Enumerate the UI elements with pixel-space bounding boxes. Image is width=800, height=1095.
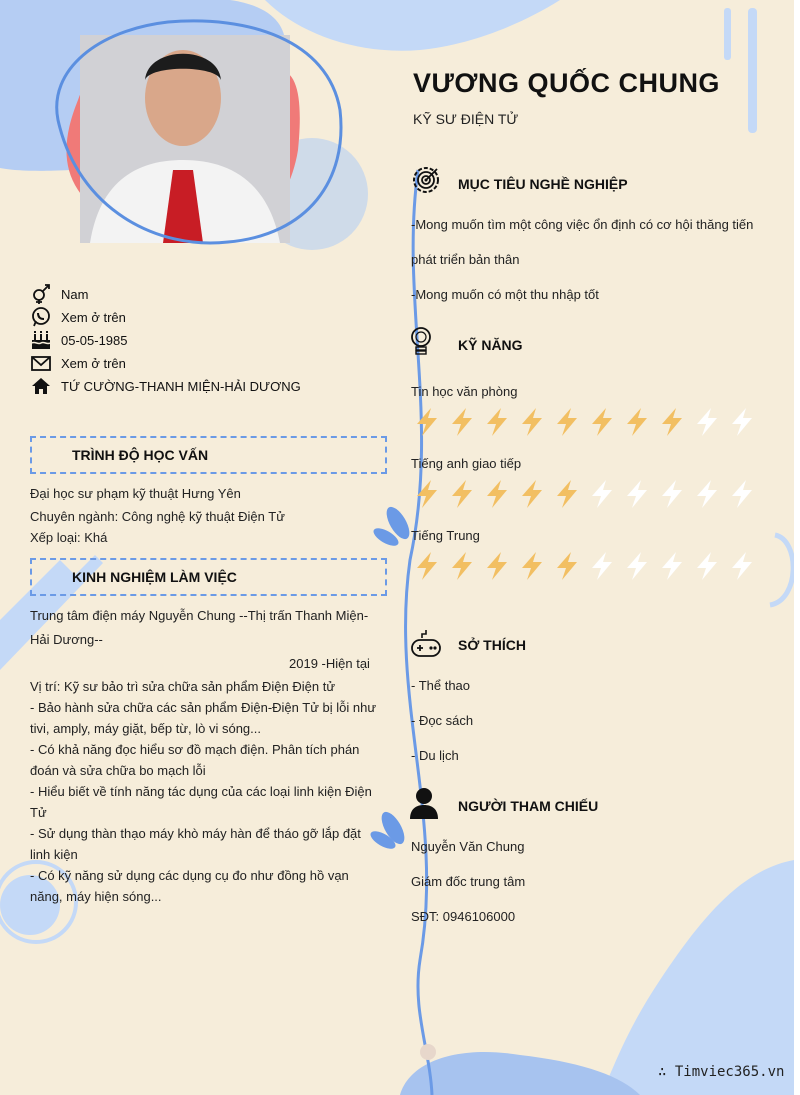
reference-line: Nguyễn Văn Chung (411, 839, 525, 854)
references-heading: NGƯỜI THAM CHIẾU (458, 798, 599, 814)
watermark: ∴ Timviec365.vn (658, 1064, 785, 1080)
experience-period: 2019 -Hiện tại (289, 656, 370, 671)
contact-birthday (30, 329, 128, 351)
bolt-filled-icon (551, 478, 583, 510)
experience-heading: KINH NGHIỆM LÀM VIỆC (72, 569, 237, 585)
bolt-filled-icon (411, 406, 443, 438)
hobby-item: - Đọc sách (411, 713, 474, 728)
hobbies-heading: SỞ THÍCH (458, 637, 526, 653)
contact-birthday-text: 05-05-1985 (61, 332, 128, 348)
education-line: Đại học sư phạm kỹ thuật Hưng Yên (30, 486, 241, 501)
contact-email-text: Xem ở trên (61, 355, 126, 371)
experience-heading-box (30, 558, 387, 596)
experience-line: - Hiểu biết về tính năng tác dụng của các loại linh kiện Điện (30, 784, 372, 799)
birthday-cake-icon (30, 329, 52, 351)
bolt-filled-icon (446, 478, 478, 510)
bolt-filled-icon (481, 550, 513, 582)
bolt-filled-icon (516, 478, 548, 510)
bolt-empty-icon (621, 550, 653, 582)
objective-line: -Mong muốn có một thu nhập tốt (411, 287, 599, 302)
hobby-item: - Thể thao (411, 678, 471, 693)
bolt-empty-icon (621, 478, 653, 510)
bolt-filled-icon (656, 406, 688, 438)
bolt-empty-icon (726, 550, 758, 582)
contact-address (30, 375, 301, 397)
gamepad-icon (410, 628, 442, 660)
candidate-job-title: KỸ SƯ ĐIỆN TỬ (413, 111, 519, 127)
education-line: Chuyên ngành: Công nghệ kỹ thuật Điện Tử (30, 509, 285, 524)
bolt-filled-icon (621, 406, 653, 438)
bolt-empty-icon (656, 550, 688, 582)
bolt-empty-icon (726, 406, 758, 438)
contact-gender-text: Nam (61, 286, 89, 302)
bolt-filled-icon (586, 406, 618, 438)
skill-rating (411, 478, 758, 510)
bolt-filled-icon (516, 406, 548, 438)
experience-line: - Có khả năng đọc hiểu sơ đồ mạch điện. Phân tích phán (30, 742, 360, 757)
skill-label: Tiếng Trung (411, 528, 480, 543)
skill-rating (411, 406, 758, 438)
person-icon (409, 787, 439, 819)
contact-email (30, 352, 126, 374)
bolt-filled-icon (481, 406, 513, 438)
email-icon (30, 352, 52, 374)
bolt-filled-icon (516, 550, 548, 582)
skill-rating (411, 550, 758, 582)
gender-icon (30, 283, 52, 305)
bolt-empty-icon (726, 478, 758, 510)
hobby-item: - Du lịch (411, 748, 459, 763)
experience-line: Tử (30, 805, 47, 820)
candidate-name: VƯƠNG QUỐC CHUNG (413, 68, 720, 98)
target-gear-icon (410, 164, 442, 196)
objective-line: -Mong muốn tìm một công việc ổn định có cơ hội thăng tiến (411, 217, 754, 232)
profile-photo (28, 10, 348, 250)
education-heading-box (30, 436, 387, 474)
home-icon (30, 375, 52, 397)
experience-line: - Bảo hành sửa chữa các sản phẩm Điện-Điện Tử bị lỗi như (30, 700, 377, 715)
reference-line: Giám đốc trung tâm (411, 874, 526, 889)
experience-line: Vị trí: Kỹ sư bảo trì sửa chữa sản phẩm Điện Điện tử (30, 679, 336, 694)
bolt-filled-icon (481, 478, 513, 510)
bolt-empty-icon (586, 550, 618, 582)
bolt-empty-icon (691, 550, 723, 582)
bolt-filled-icon (551, 406, 583, 438)
contact-gender (30, 283, 88, 305)
objective-heading: MỤC TIÊU NGHỀ NGHIỆP (458, 176, 628, 192)
skill-label: Tin học văn phòng (411, 384, 518, 399)
experience-company: Hải Dương-- (30, 632, 103, 647)
phone-icon (30, 306, 52, 328)
bolt-empty-icon (691, 406, 723, 438)
experience-line: - Có kỹ năng sử dụng các dụng cụ đo như đồng hồ vạn (30, 868, 349, 883)
experience-line: đoán và sửa chữa bo mạch lỗi (30, 763, 206, 778)
bolt-filled-icon (446, 406, 478, 438)
education-heading: TRÌNH ĐỘ HỌC VẤN (72, 447, 209, 463)
experience-line: - Sử dụng thàn thạo máy khò máy hàn để tháo gỡ lắp đặt (30, 826, 361, 841)
contact-address-text: TỨ CƯỜNG-THANH MIỆN-HẢI DƯƠNG (61, 378, 301, 394)
bolt-empty-icon (586, 478, 618, 510)
contact-phone-text: Xem ở trên (61, 309, 126, 325)
lightbulb-icon (409, 326, 433, 358)
reference-line: SĐT: 0946106000 (411, 909, 516, 924)
skills-heading: KỸ NĂNG (458, 337, 523, 353)
bolt-filled-icon (411, 550, 443, 582)
bolt-filled-icon (411, 478, 443, 510)
skill-label: Tiếng anh giao tiếp (411, 456, 522, 471)
bolt-empty-icon (691, 478, 723, 510)
experience-line: năng, máy hiện sóng... (30, 889, 162, 904)
education-line: Xếp loại: Khá (30, 530, 108, 545)
bolt-filled-icon (446, 550, 478, 582)
experience-company: Trung tâm điện máy Nguyễn Chung --Thị trấn Thanh Miện- (30, 608, 369, 623)
experience-line: linh kiện (30, 847, 78, 862)
contact-phone (30, 306, 126, 328)
bolt-filled-icon (551, 550, 583, 582)
experience-line: tivi, amply, máy giặt, bếp từ, lò vi sóng... (30, 721, 261, 736)
objective-line: phát triển bản thân (411, 252, 520, 267)
bolt-empty-icon (656, 478, 688, 510)
